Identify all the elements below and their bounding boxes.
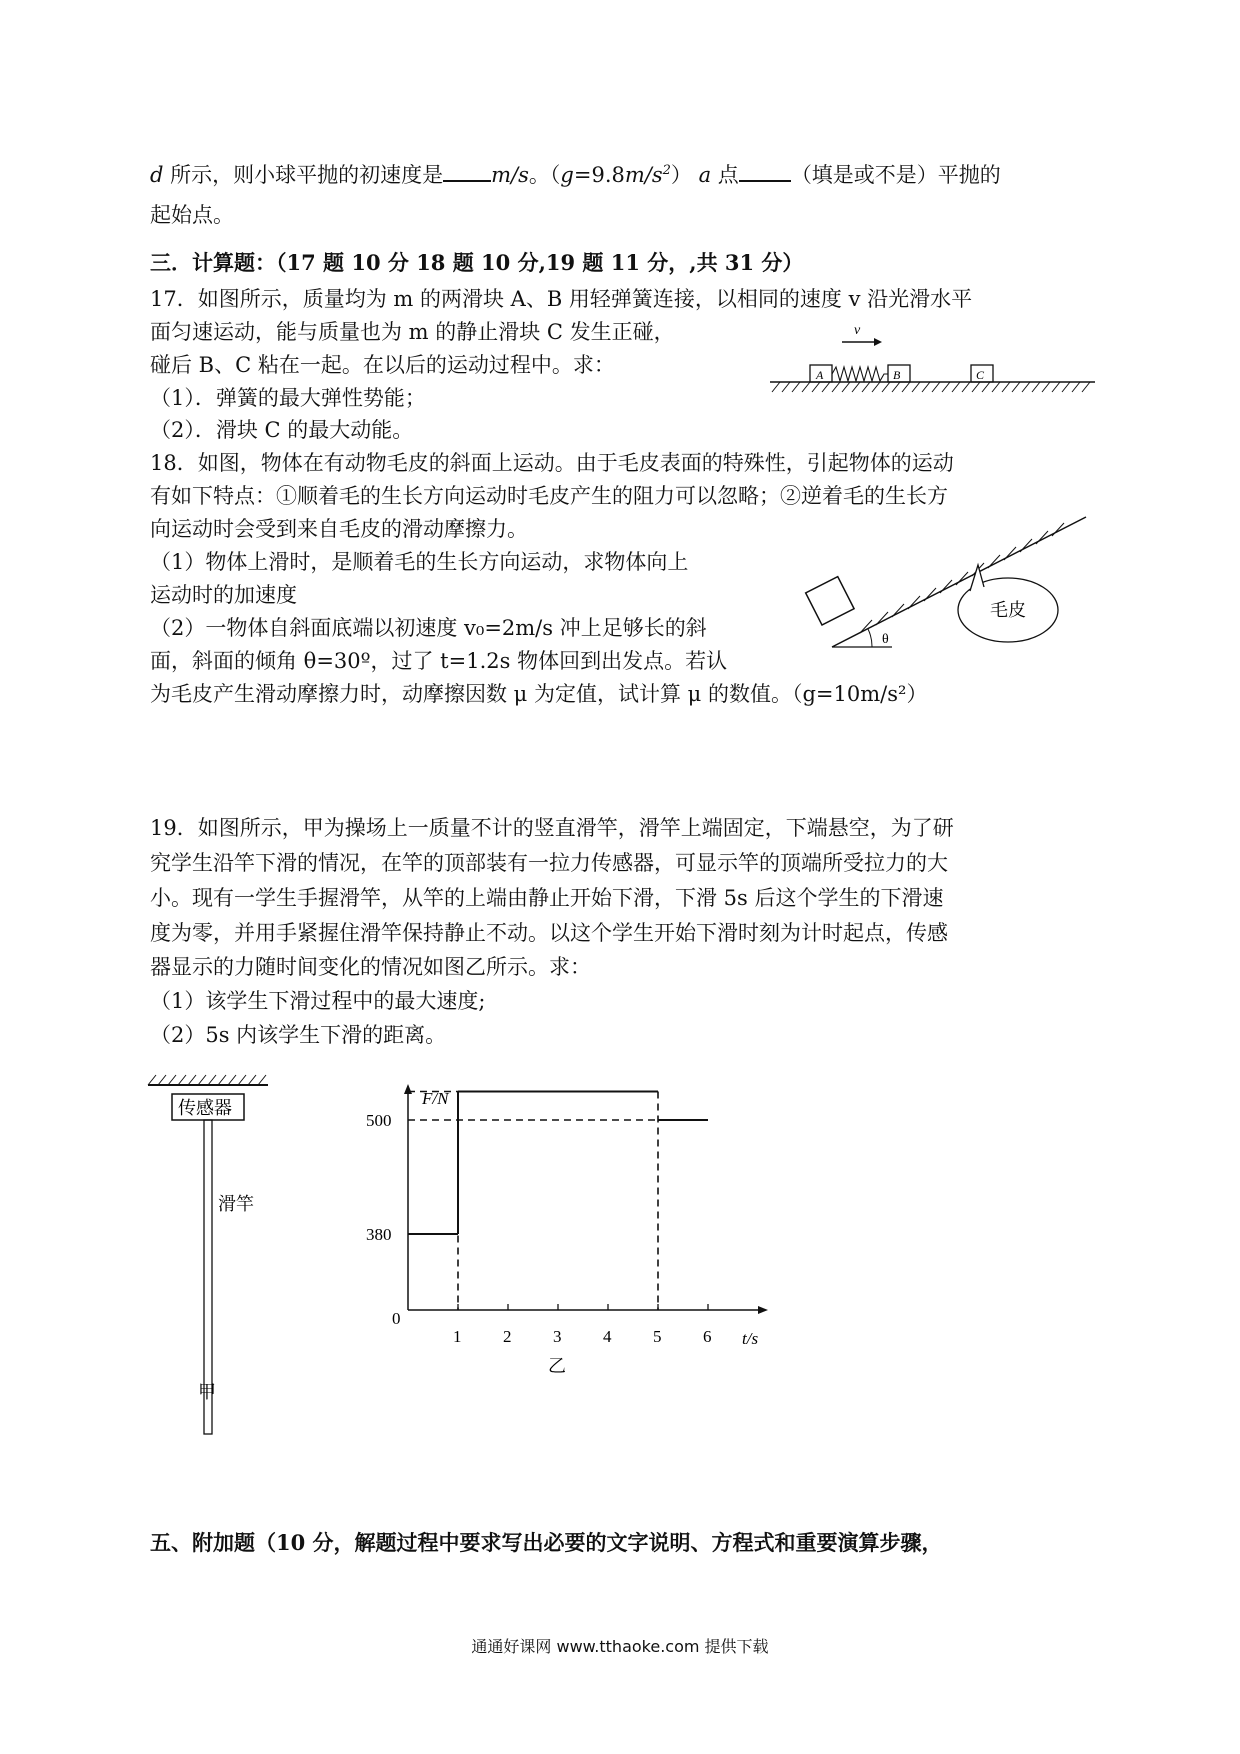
pole-label: 滑竿	[218, 1194, 254, 1214]
velocity-arrow-head	[874, 338, 882, 346]
y-axis-label: F/N	[422, 1089, 449, 1108]
section-3-heading: 三．计算题：（17 题 10 分 18 题 10 分,19 题 11 分，,共 31 分）	[150, 250, 804, 275]
ground-hatching	[772, 382, 1090, 392]
q17-line: 17．如图所示，质量均为 m 的两滑块 A、B 用轻弹簧连接，以相同的速度 v 沿光滑水平	[150, 287, 973, 311]
x-tick-label: 1	[453, 1327, 462, 1346]
x-tick-label: 6	[703, 1327, 712, 1346]
angle-arc	[868, 629, 872, 647]
q19-line: 度为零，并用手紧握住滑竿保持静止不动。以这个学生开始下滑时刻为计时起点，传感	[150, 921, 948, 945]
q18-line: （2）一物体自斜面底端以初速度 v₀=2m/s 冲上足够长的斜	[150, 616, 707, 640]
chart-caption: 乙	[548, 1356, 566, 1376]
x-tick-label: 3	[553, 1327, 562, 1346]
q18-incline-figure	[800, 515, 1100, 655]
ceiling-hatching	[148, 1075, 266, 1085]
chart-marks	[366, 1092, 712, 1347]
q18-line: 向运动时会受到来自毛皮的滑动摩擦力。	[150, 517, 528, 541]
origin-label: 0	[392, 1309, 401, 1328]
section-5-heading: 五、附加题（10 分，解题过程中要求写出必要的文字说明、方程式和重要演算步骤，	[150, 1530, 943, 1555]
angle-label: θ	[882, 632, 889, 647]
x-tick-label: 4	[603, 1327, 612, 1346]
q18-line: 面，斜面的倾角 θ=30º，过了 t=1.2s 物体回到出发点。若认	[150, 649, 728, 673]
y-tick-label: 500	[366, 1111, 392, 1130]
answer-blank-1	[443, 158, 491, 182]
sensor-label: 传感器	[178, 1098, 232, 1118]
spring	[832, 367, 888, 381]
q17-figure	[770, 318, 1100, 398]
q17-line: （2）．滑块 C 的最大动能。	[150, 418, 414, 442]
y-tick-label: 380	[366, 1225, 392, 1244]
callout-pointer	[970, 565, 984, 591]
x-tick-label: 2	[503, 1327, 512, 1346]
q18-line: （1）物体上滑时，是顺着毛的生长方向运动，求物体向上	[150, 550, 689, 574]
sliding-block	[806, 577, 854, 625]
q17-line: 碰后 B、C 粘在一起。在以后的运动过程中。求：	[150, 353, 615, 377]
q17-line: 面匀速运动，能与质量也为 m 的静止滑块 C 发生正碰，	[150, 320, 675, 344]
figure-jia-caption: 甲	[198, 1382, 216, 1402]
q19-line: （2）5s 内该学生下滑的距离。	[150, 1023, 447, 1047]
fur-label: 毛皮	[990, 600, 1026, 620]
q18-line: 18．如图，物体在有动物毛皮的斜面上运动。由于毛皮表面的特殊性，引起物体的运动	[150, 451, 954, 475]
velocity-label: v	[854, 323, 861, 338]
x-axis-label: t/s	[742, 1329, 759, 1348]
q18-line: 运动时的加速度	[150, 583, 297, 607]
x-tick-label: 5	[653, 1327, 662, 1346]
q19-line: 19．如图所示，甲为操场上一质量不计的竖直滑竿，滑竿上端固定，下端悬空，为了研	[150, 816, 954, 840]
q17-line: （1）．弹簧的最大弹性势能；	[150, 386, 426, 410]
svg-text:B: B	[893, 368, 901, 382]
page-footer: 通通好课网 www.tthaoke.com 提供下载	[471, 1637, 769, 1656]
svg-text:A: A	[816, 368, 824, 382]
q18-line: 有如下特点：①顺着毛的生长方向运动时毛皮产生的阻力可以忽略；②逆着毛的生长方	[150, 484, 948, 508]
figure-jia	[140, 1070, 290, 1410]
q19-line: （1）该学生下滑过程中的最大速度;	[150, 989, 486, 1013]
q16-line-2: 起始点。	[150, 203, 234, 227]
q19-line: 器显示的力随时间变化的情况如图乙所示。求：	[150, 955, 591, 979]
svg-text:C: C	[976, 368, 985, 382]
x-axis-arrow	[758, 1306, 768, 1314]
y-axis-arrow	[404, 1084, 412, 1094]
q18-line: 为毛皮产生滑动摩擦力时，动摩擦因数 μ 为定值，试计算 μ 的数值。（g=10m/s²）	[150, 682, 928, 706]
force-time-chart	[366, 1080, 870, 1410]
q16-line-1: d 所示，则小球平抛的初速度是 m/s。$(g=9.8m/s^2)$ a 点 （填是或不是）平抛的	[150, 156, 1001, 190]
answer-blank-2	[739, 158, 791, 182]
q19-line: 小。现有一学生手握滑竿，从竿的上端由静止开始下滑，下滑 5s 后这个学生的下滑速	[150, 886, 944, 910]
q19-line: 究学生沿竿下滑的情况，在竿的顶部装有一拉力传感器，可显示竿的顶端所受拉力的大	[150, 851, 948, 875]
